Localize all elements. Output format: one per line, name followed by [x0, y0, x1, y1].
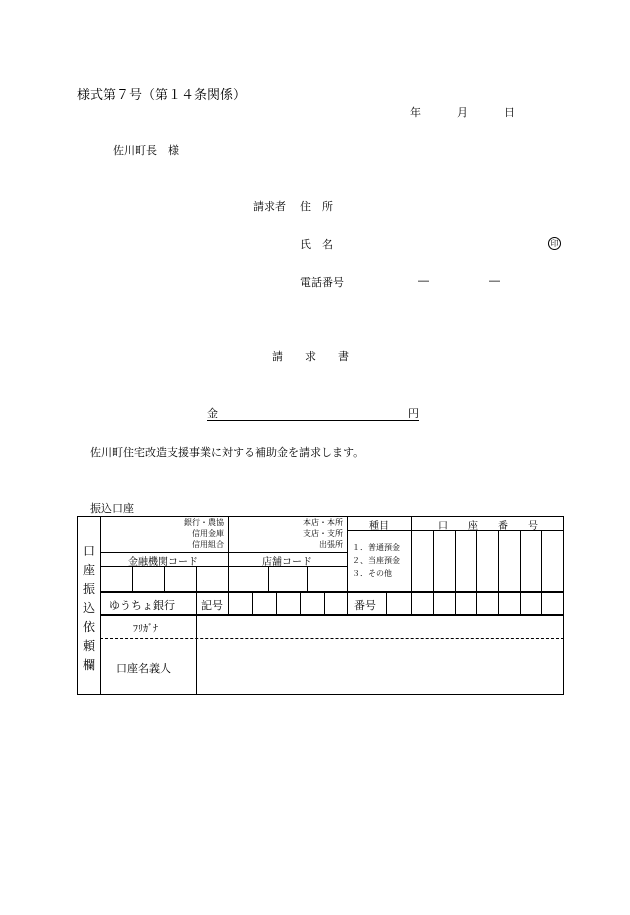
side-char-6: 頼 — [82, 639, 95, 653]
bangou-box-line-5 — [498, 592, 499, 614]
type-option-2: ２、当座預金 — [352, 556, 400, 565]
bank-code-box-line-1 — [132, 566, 133, 591]
document-title: 請 求 書 — [272, 350, 349, 363]
kigou-box-line-4 — [324, 592, 325, 614]
bank-code-box-line-3 — [196, 566, 197, 591]
body-text: 佐川町住宅改造支援事業に対する補助金を請求します。 — [90, 446, 365, 459]
claimant-label: 請求者 — [253, 200, 286, 213]
acct-digit-line-6 — [541, 530, 542, 591]
acct-digit-line-1 — [433, 530, 434, 591]
date-month-label: 月 — [457, 106, 468, 119]
code-box-top-line — [100, 566, 347, 567]
amount-suffix: 円 — [408, 407, 419, 420]
branch-code-label: 店舗コード — [262, 557, 312, 568]
holder-label: 口座名義人 — [116, 662, 171, 675]
branch-type-2: 支店・支所 — [303, 529, 343, 538]
side-column-divider — [100, 516, 101, 695]
bank-type-3: 信用組合 — [192, 540, 224, 549]
bank-branch-divider — [228, 516, 229, 591]
side-char-7: 欄 — [82, 658, 95, 672]
kigou-box-line-2 — [276, 592, 277, 614]
bangou-box-line-1 — [411, 592, 412, 614]
yucho-label: ゆうちょ銀行 — [109, 599, 175, 612]
bangou-box-line-7 — [541, 592, 542, 614]
side-char-4: 込 — [82, 601, 95, 615]
type-option-3: ３．その他 — [352, 569, 392, 578]
name-label: 氏 名 — [300, 238, 333, 251]
amount-prefix: 金 — [207, 407, 218, 420]
bangou-label: 番号 — [354, 599, 376, 612]
kigou-box-line-5 — [347, 592, 348, 614]
kigou-box-line-0 — [228, 592, 229, 614]
date-year-label: 年 — [410, 106, 421, 119]
side-char-2: 座 — [82, 563, 95, 577]
phone-dash-1: ― — [418, 274, 429, 287]
yucho-row-top-line — [100, 591, 564, 593]
table-left-border — [77, 516, 78, 695]
side-char-1: 口 — [82, 544, 95, 558]
kigou-box-line-1 — [252, 592, 253, 614]
furigana-label: ﾌﾘｶﾞﾅ — [133, 624, 158, 635]
account-section-title: 振込口座 — [90, 502, 134, 515]
side-char-5: 依 — [82, 620, 95, 634]
bank-type-2: 信用金庫 — [192, 529, 224, 538]
address-label: 住 所 — [300, 200, 333, 213]
acct-digit-line-2 — [455, 530, 456, 591]
seal-mark: 印 — [548, 237, 561, 250]
branch-code-box-line-2 — [307, 566, 308, 591]
bangou-box-line-3 — [455, 592, 456, 614]
acct-digit-line-3 — [476, 530, 477, 591]
date-day-label: 日 — [504, 106, 515, 119]
bangou-box-line-0 — [386, 592, 387, 614]
table-bottom-border — [77, 694, 564, 695]
type-option-1: １．普通預金 — [352, 543, 400, 552]
bank-type-1: 銀行・農協 — [184, 518, 224, 527]
phone-dash-2: ― — [489, 274, 500, 287]
table-right-border — [563, 516, 564, 695]
branch-type-3: 出張所 — [319, 540, 343, 549]
account-number-header: 口 座 番 号 — [438, 521, 538, 532]
acct-digit-line-5 — [520, 530, 521, 591]
side-char-3: 振 — [82, 582, 95, 596]
form-number: 様式第７号（第１４条関係） — [77, 88, 247, 103]
bangou-box-line-2 — [433, 592, 434, 614]
bank-code-label: 金融機関コード — [128, 557, 198, 568]
type-number-divider — [411, 516, 412, 591]
phone-label: 電話番号 — [300, 276, 344, 289]
bangou-box-line-4 — [476, 592, 477, 614]
bangou-box-line-6 — [520, 592, 521, 614]
amount-underline — [207, 420, 419, 421]
yucho-row-bottom-line — [100, 614, 564, 616]
furigana-dashed-line — [100, 638, 564, 639]
branch-type-divider — [347, 516, 348, 591]
kigou-box-line-3 — [300, 592, 301, 614]
kigou-label: 記号 — [201, 599, 223, 612]
bank-code-box-line-2 — [164, 566, 165, 591]
acct-digit-line-4 — [498, 530, 499, 591]
branch-type-1: 本店・本所 — [303, 518, 343, 527]
holder-divider — [196, 615, 197, 695]
yucho-divider — [196, 592, 197, 614]
addressee: 佐川町長 様 — [113, 144, 179, 157]
branch-code-box-line-1 — [268, 566, 269, 591]
type-header: 種目 — [369, 521, 389, 532]
